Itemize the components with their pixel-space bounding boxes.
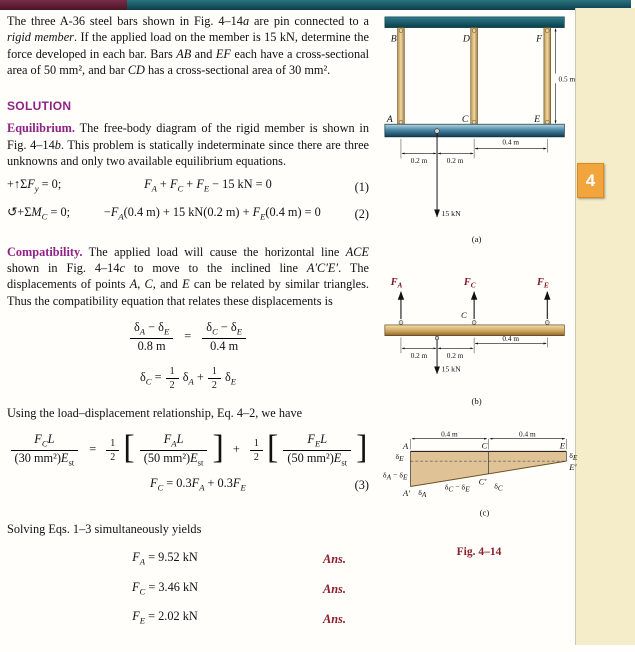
caption-c: (c) [479,507,490,518]
dc-lhs: $\delta_C$ = [139,370,162,387]
ceiling [385,17,565,28]
compatibility-equation [7,321,369,354]
compatibility-subhead: Compatibility. [7,244,83,259]
top-extension-ticks [410,439,566,450]
force-label-FA: FA [390,276,403,290]
label-deltaA: δA [418,488,427,500]
label-E: E [534,114,541,126]
solution-heading: SOLUTION [7,99,72,114]
rigid-bar-fbd [385,325,565,336]
answer-FC: $F_C = 3.46$ kN [132,579,198,597]
eq1-expression: $F_A + F_C + F_E - 15$ kN = 0 [144,177,272,194]
label-C-prime: C′ [478,476,487,487]
fraction-left: $\frac{\delta_A - \delta_E}{0.8 m}$ [130,321,173,354]
answer-row-FA [7,549,369,570]
ld-equals: = [89,442,97,457]
label-E-prime: E′ [569,461,577,472]
answers-block [7,549,369,629]
load-displacement-equation [7,428,369,468]
label-A-disp: A [402,440,409,451]
pin-rings [399,321,549,325]
ld-half-1: $\frac{1}{2}$ [106,438,119,463]
dim-0-5m-label: 0.5 m [558,74,576,84]
page-content [7,11,578,638]
label-deltaE-left: δE [395,452,404,464]
dim-0-2b-label: 0.2 m [446,156,464,166]
figure-c-diagram [379,428,589,543]
caption-b: (b) [471,395,482,406]
label-B: B [390,33,397,45]
fraction-right: $\frac{\delta_C - \delta_E}{0.4 m}$ [202,321,246,354]
label-deltaE-right: δE [569,451,578,463]
label-E-disp: E [559,440,566,451]
figure-a-diagram [379,14,579,250]
page-edge-strip [575,8,635,645]
dim-0-2b-fbd: 0.2 m [446,351,464,361]
eq2-expression: $-F_A(0.4$ m) + 15 kN(0.2 $m) + F_E(0.4$ m) = 0 [103,205,321,222]
ld-fraction-E: $\frac{F_EL}{(50 mm^2)E_{st}}$ [283,433,351,468]
dim-0-4b-disp: 0.4 m [519,429,536,439]
equation-3 [7,475,369,496]
dc-mid: $\delta_A$ + [182,370,204,387]
answer-tag-3: Ans. [323,611,346,626]
equals-sign: = [184,329,192,344]
equilibrium-paragraph [7,120,369,169]
right-bracket-2: ] [356,428,368,466]
label-C-fbd: C [460,310,467,321]
force-label-FE: FE [537,276,549,290]
answer-row-FC [7,579,369,600]
half-fraction-1: $\frac{1}{2}$ [166,366,179,391]
chapter-tab[interactable]: 4 [577,163,604,198]
text-column [7,11,369,638]
caption-a: (a) [471,234,482,245]
eq3-number: (3) [354,478,369,492]
compatibility-paragraph [7,244,369,309]
equation-1 [7,176,369,197]
load-arrow-fbd [435,336,439,373]
eq1-convention: $+↑\Sigma F_y = 0$; [7,177,62,194]
dim-0-4-fbd: 0.4 m [502,334,520,344]
equilibrium-subhead: Equilibrium. [7,121,75,136]
force-label-FC: FC [463,276,476,290]
label-D: D [462,33,470,45]
left-bracket-1: [ [123,428,135,466]
figure-column [369,11,578,638]
right-bracket-1: ] [212,428,224,466]
figure-b-diagram [379,272,579,412]
delta-c-equation [7,366,369,391]
label-deltaC: δC [494,481,503,493]
steel-bars [398,28,551,126]
ld-fraction-A: $\frac{F_AL}{(50 mm^2)E_{st}}$ [140,433,208,468]
reaction-arrows [401,292,547,319]
label-deltaA-minus-deltaE: δA − δE [382,470,408,482]
header-bar-maroon [0,0,127,10]
figure-number-label: Fig. 4–14 [456,546,502,558]
equation-2 [7,204,369,225]
load-15kN-label: 15 kN [441,208,461,218]
load-displacement-intro: Using the load–displacement relationship, Eq. 4–2, we have [7,406,303,421]
answer-row-FE [7,608,369,629]
solving-text: Solving Eqs. 1–3 simultaneously yields [7,521,202,536]
label-A-prime: A′ [402,488,411,499]
label-C: C [461,114,469,126]
problem-statement: The three A-36 steel bars shown in Fig. 4–14a are pin connected to a rigid member. If the applied load on the member is 15 kN, determine the force developed in each bar. Bars AB and EF each have a cross-sectional area of 50 mm², and bar CD has a cross-sectional area of 30 mm². [7,14,369,77]
ld-plus: + [232,442,240,457]
answer-FE: $F_E = 2.02$ kN [132,609,198,626]
compatibility-text: The applied load will cause the horizontal line ACE shown in Fig. 4–14c to move to the inclined line A′C′E′. The displacements of points A, C, and E can be related by similar triangles. Thus the compatibility equation that relates these displacements is [7,244,370,308]
label-C-disp: C [481,440,488,451]
answer-FA: $F_A = 9.52$ kN [132,549,198,567]
label-F: F [536,33,543,45]
answer-tag-1: Ans. [323,552,346,567]
rigid-member [385,124,565,137]
dc-rhs: $\delta_E$ [224,370,236,387]
eq2-convention: $↺+\Sigma M_C = 0$; [7,205,71,222]
label-A: A [386,114,393,126]
dim-0-2a-fbd: 0.2 m [410,351,428,361]
applied-load-arrow [435,129,440,217]
eq2-number: (2) [354,207,369,222]
answer-tag-2: Ans. [323,581,346,596]
load-15kN-fbd: 15 kN [441,364,461,374]
label-deltaC-minus-deltaE: δC − δE [444,482,470,494]
dim-0-4-label: 0.4 m [502,137,520,147]
dim-0-2a-label: 0.2 m [410,156,428,166]
ld-half-2: $\frac{1}{2}$ [250,438,263,463]
half-fraction-2: $\frac{1}{2}$ [208,366,221,391]
ld-fraction-left: $\frac{F_CL}{(30 mm^2)E_{st}}$ [11,433,79,468]
dim-0-4a-disp: 0.4 m [441,429,458,439]
eq3-expression: $F_C = 0.3F_A + 0.3F_E$ [149,475,246,493]
equilibrium-text: The free-body diagram of the rigid member is shown in Fig. 4–14b. This problem is statically indeterminate since there are three unknowns and only two available equilibrium equations. [7,121,370,169]
eq1-number: (1) [354,179,369,194]
left-bracket-2: [ [267,428,279,466]
